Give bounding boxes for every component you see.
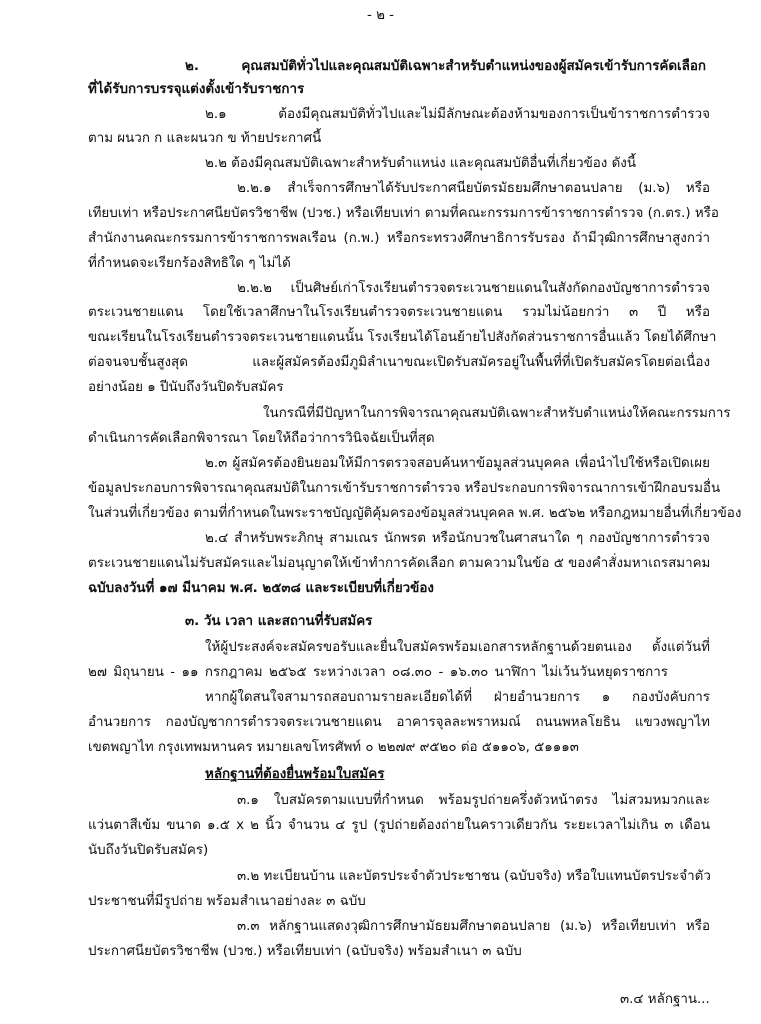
contact-paragraph-cont: เขตพญาไท กรุงเทพมหานคร หมายเลขโทรศัพท์ ๐ ๒๒๗๙ ๙๕๒๐ ต่อ ๕๑๑๐๖, ๕๑๑๑๓ (88, 740, 579, 755)
item-2-1-cont: ตาม ผนวก ก และผนวก ข ท้ายประกาศนี้ (88, 131, 322, 146)
item-2-2-2-cont: อย่างน้อย ๑ ปีนับถึงวันปิดรับสมัคร (88, 380, 284, 395)
note-paragraph: ในกรณีที่มีปัญหาในการพิจารณาคุณสมบัติเฉพาะสำหรับตำแหน่งให้คณะกรรมการ (263, 406, 731, 421)
item-3-1-cont: นับถึงวันปิดรับสมัคร) (88, 843, 209, 858)
item-3-2: ๓.๒ ทะเบียนบ้าน และบัตรประจำตัวประชาชน (ฉบับจริง) หรือใบแทนบัตรประจำตัว (237, 869, 711, 884)
note-paragraph-cont: ดำเนินการคัดเลือกพิจารณา โดยให้ถือว่าการวินิจฉัยเป็นที่สุด (88, 431, 435, 446)
item-2-2: ๒.๒ ต้องมีคุณสมบัติเฉพาะสำหรับตำแหน่ง และคุณสมบัติอื่นที่เกี่ยวข้อง ดังนี้ (205, 156, 636, 171)
item-2-4-cont: ตระเวนชายแดนไม่รับสมัครและไม่อนุญาตให้เข้าทำการคัดเลือก ตามความในข้อ ๕ ของคำสั่งมหาเถรสมาคม (88, 556, 711, 571)
section-2-heading-cont: ที่ได้รับการบรรจุแต่งตั้งเข้ารับราชการ (88, 82, 305, 97)
item-2-2-1-cont: ที่กำหนดจะเรียกร้องสิทธิใด ๆ ไม่ได้ (88, 256, 291, 271)
item-2-4: ๒.๔ สำหรับพระภิกษุ สามเณร นักพรต หรือนักบวชในศาสนาใด ๆ กองบัญชาการตำรวจ (205, 531, 710, 546)
item-3-2-cont: ประชาชนที่มีรูปถ่าย พร้อมสำเนาอย่างละ ๓ ฉบับ (88, 894, 366, 909)
item-3-1: ๓.๑ ใบสมัครตามแบบที่กำหนด พร้อมรูปถ่ายครึ่งตัวหน้าตรง ไม่สวมหมวกและ (237, 793, 710, 808)
section-3-paragraph: ให้ผู้ประสงค์จะสมัครขอรับและยื่นใบสมัครพร้อมเอกสารหลักฐานด้วยตนเอง ตั้งแต่วันที่ (205, 640, 710, 655)
item-2-3: ๒.๓ ผู้สมัครต้องยินยอมให้มีการตรวจสอบค้นหาข้อมูลส่วนบุคคล เพื่อนำไปใช้หรือเปิดเผย (205, 456, 710, 471)
documents-heading: หลักฐานที่ต้องยื่นพร้อมใบสมัคร (205, 767, 385, 782)
contact-paragraph: หากผู้ใดสนใจสามารถสอบถามรายละเอียดได้ที่ ฝ่ายอำนวยการ ๑ กองบังคับการ (205, 690, 710, 705)
item-2-2-2-cont: ขณะเรียนในโรงเรียนตำรวจตระเวนชายแดนนั้น โรงเรียนได้โอนย้ายไปสังกัดส่วนราชการอื่นแล้ว โดยได้ศึกษา (88, 330, 717, 345)
item-3-3-cont: ประกาศนียบัตรวิชาชีพ (ปวช.) หรือเทียบเท่า (ฉบับจริง) พร้อมสำเนา ๓ ฉบับ (88, 944, 522, 959)
item-2-4-cont: ฉบับลงวันที่ ๑๗ มีนาคม พ.ศ. ๒๕๓๘ และระเบียบที่เกี่ยวข้อง (88, 581, 434, 596)
section-3-paragraph-cont: ๒๗ มิถุนายน - ๑๑ กรกฎาคม ๒๕๖๕ ระหว่างเวลา ๐๘.๓๐ - ๑๖.๓๐ นาฬิกา ไม่เว้นวันหยุดราชการ (88, 665, 668, 680)
section-2-heading: ๒. คุณสมบัติทั่วไปและคุณสมบัติเฉพาะสำหรับตำแหน่งของผู้สมัครเข้ารับการคัดเลือก (185, 59, 706, 74)
section-3-heading: ๓. วัน เวลา และสถานที่รับสมัคร (185, 614, 373, 629)
item-2-2-1-cont: เทียบเท่า หรือประกาศนียบัตรวิชาชีพ (ปวช.) หรือเทียบเท่า ตามที่คณะกรรมการข้าราชการตำรวจ (ก.ตร.) หรือ (88, 206, 719, 221)
item-2-2-2: ๒.๒.๒ เป็นศิษย์เก่าโรงเรียนตำรวจตระเวนชายแดนในสังกัดกองบัญชาการตำรวจ (237, 281, 710, 296)
item-2-3-cont: ข้อมูลประกอบการพิจารณาคุณสมบัติในการเข้ารับราชการตำรวจ หรือประกอบการพิจารณาการเข้าฝึกอบรมอื่น (88, 481, 721, 496)
item-2-2-1: ๒.๒.๑ สำเร็จการศึกษาได้รับประกาศนียบัตรมัธยมศึกษาตอนปลาย (ม.๖) หรือ (237, 181, 710, 196)
item-2-1: ๒.๑ ต้องมีคุณสมบัติทั่วไปและไม่มีลักษณะต้องห้ามของการเป็นข้าราชการตำรวจ (205, 107, 710, 122)
item-2-3-cont: ในส่วนที่เกี่ยวข้อง ตามที่กำหนดในพระราชบัญญัติคุ้มครองข้อมูลส่วนบุคคล พ.ศ. ๒๕๖๒ หรือกฎหมายอื่นที่เกี่ยวข้อง (88, 506, 742, 521)
continuation-footer: ๓.๔ หลักฐาน... (620, 992, 710, 1007)
item-2-2-2-cont: ต่อจนจบชั้นสูงสุด และผู้สมัครต้องมีภูมิลำเนาขณะเปิดรับสมัครอยู่ในพื้นที่ที่เปิดรับสมัครโดยต่อเนื่อง (88, 355, 710, 370)
contact-paragraph-cont: อำนวยการ กองบัญชาการตำรวจตระเวนชายแดน อาคารจุลละพราหมณ์ ถนนพหลโยธิน แขวงพญาไท (88, 715, 710, 730)
page-number: - ๒ - (366, 8, 394, 23)
item-2-2-1-cont: สำนักงานคณะกรรมการข้าราชการพลเรือน (ก.พ.) หรือกระทรวงศึกษาธิการรับรอง ถ้ามีวุฒิการศึกษาสูงกว่า (88, 231, 710, 246)
item-3-1-cont: แว่นตาสีเข้ม ขนาด ๑.๕ x ๒ นิ้ว จำนวน ๔ รูป (รูปถ่ายต้องถ่ายในคราวเดียวกัน ระยะเวลาไม่เกิน ๓ เดือน (88, 818, 710, 833)
item-2-2-2-cont: ตระเวนชายแดน โดยใช้เวลาศึกษาในโรงเรียนตำรวจตระเวนชายแดน รวมไม่น้อยกว่า ๓ ปี หรือ (88, 305, 710, 320)
item-3-3: ๓.๓ หลักฐานแสดงวุฒิการศึกษามัธยมศึกษาตอนปลาย (ม.๖) หรือเทียบเท่า หรือ (237, 919, 710, 934)
